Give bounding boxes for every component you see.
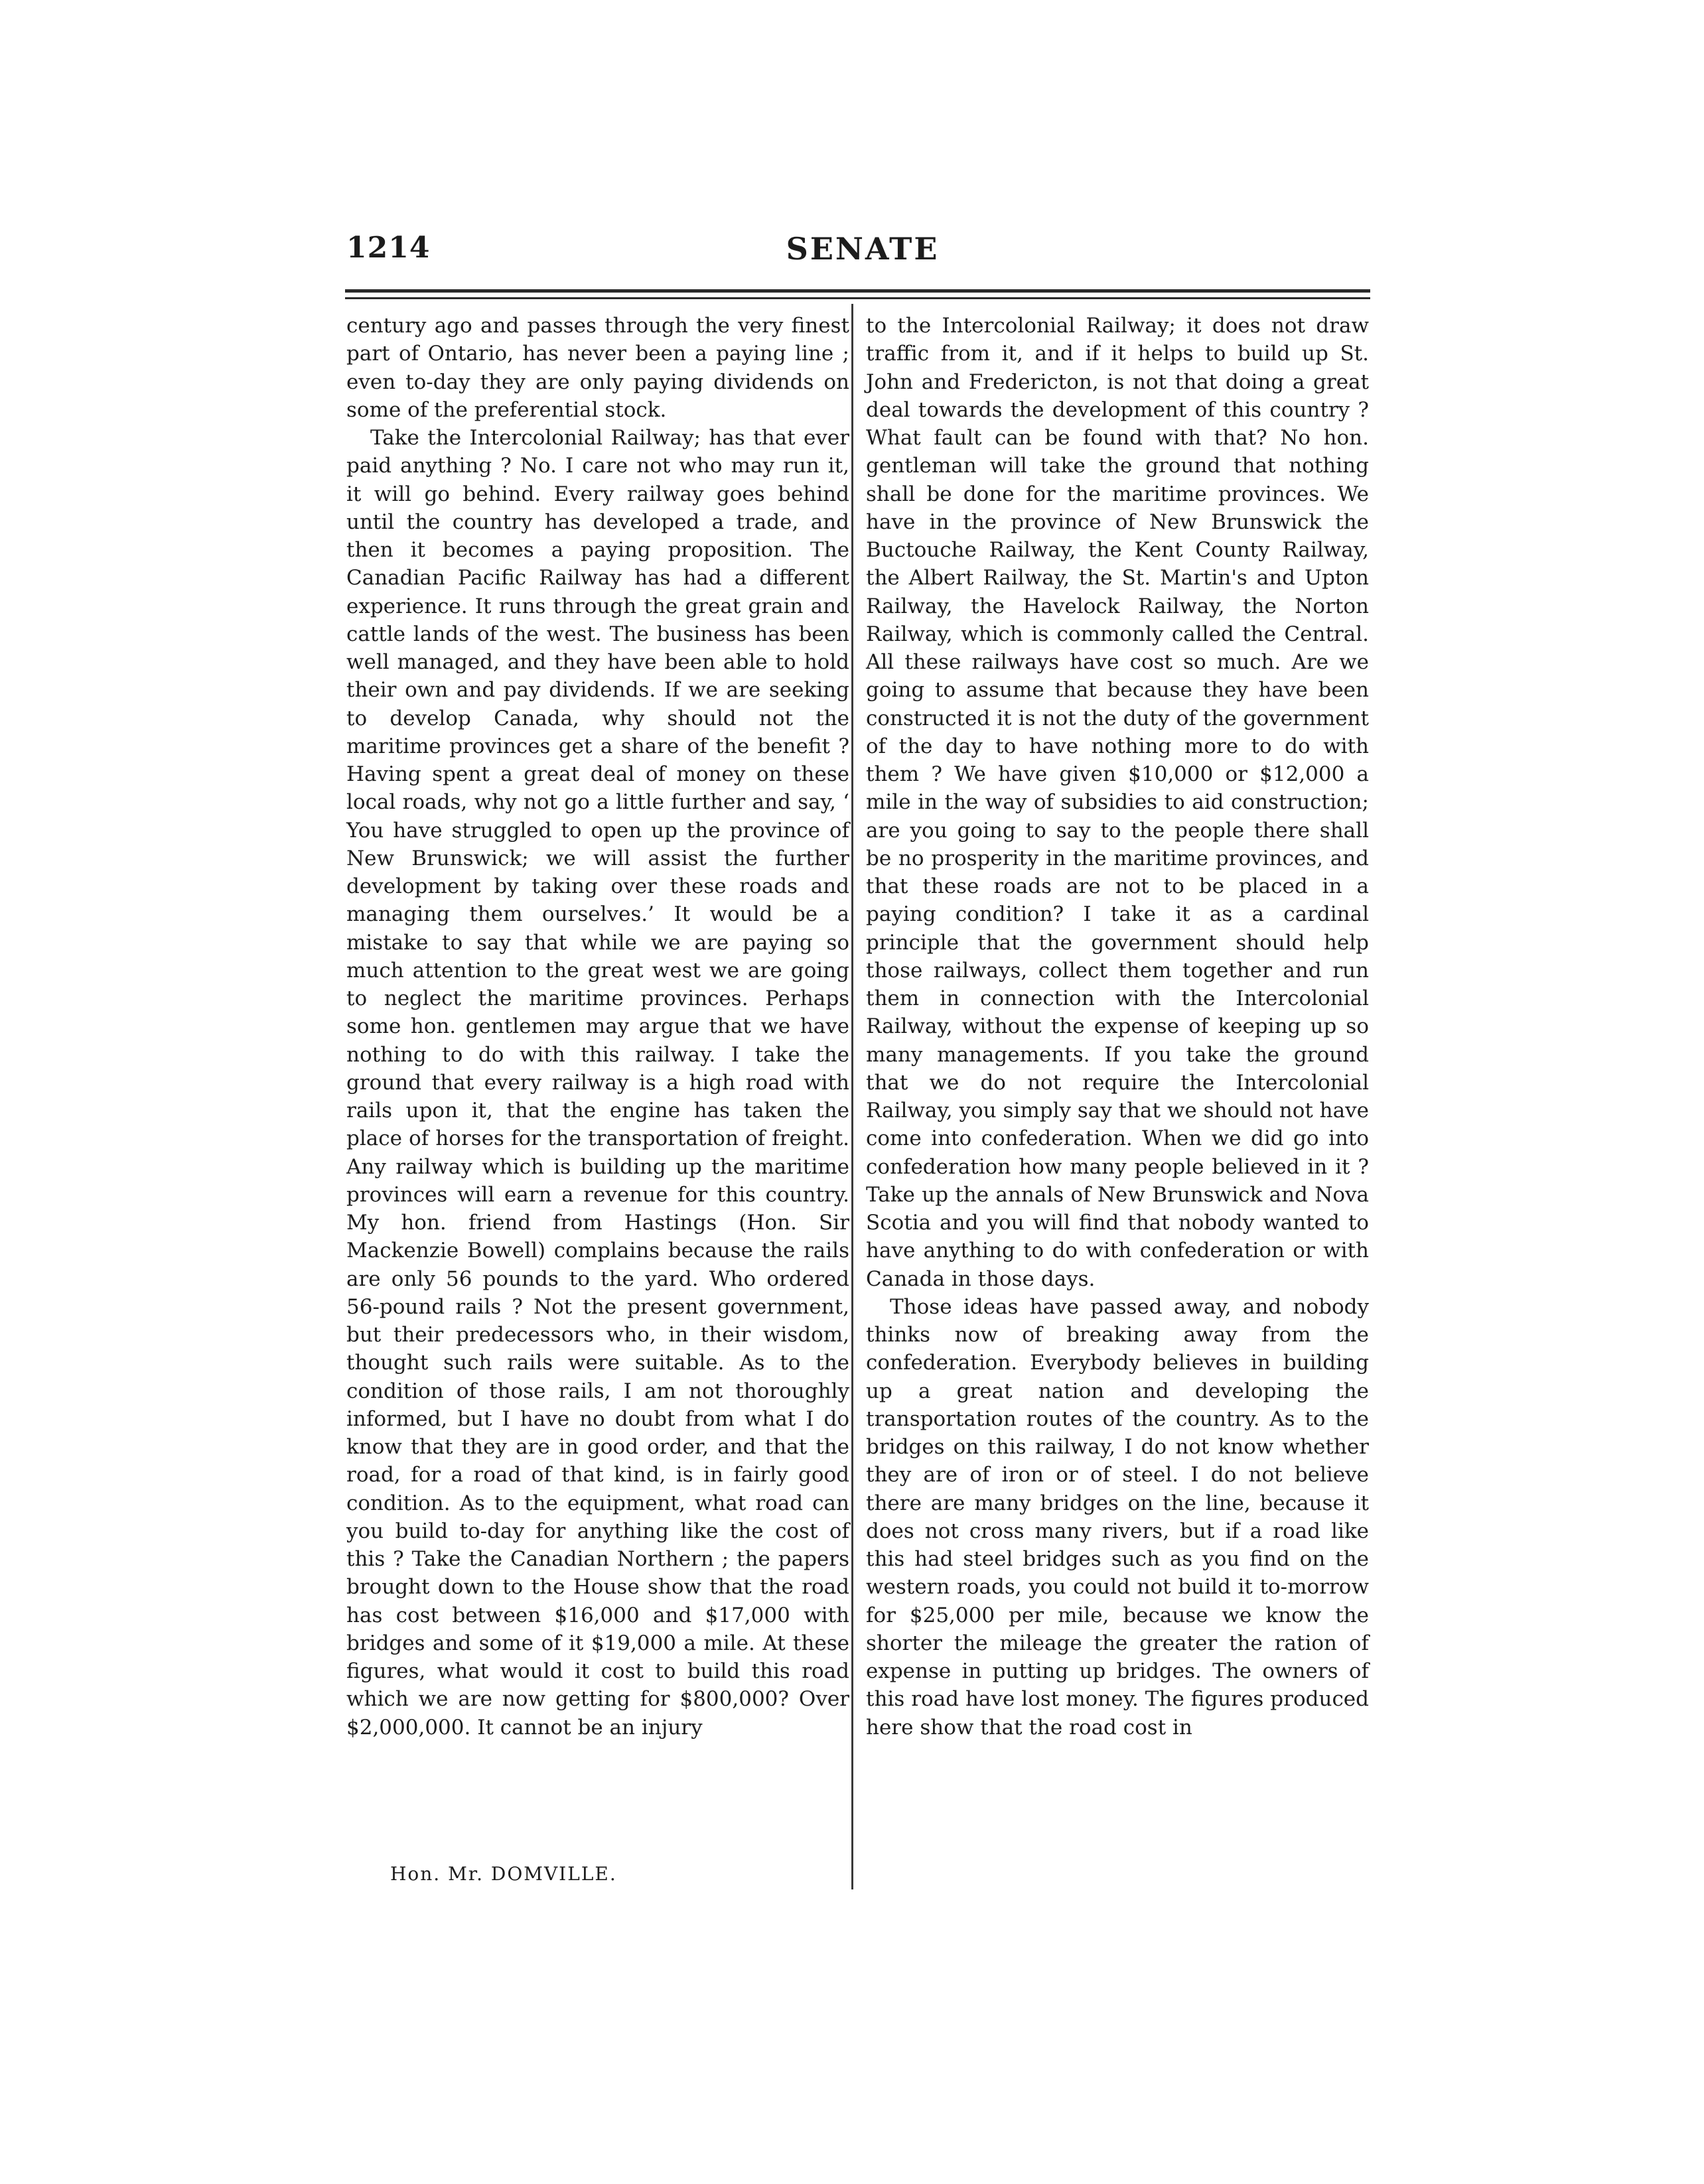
- header-rule-thin: [345, 297, 1370, 299]
- left-paragraph-intercolonial: Take the Intercolonial Railway; has that ever paid anything ? No. I care not who may run it, it will go behind. Every railway goes behind until the country has developed a trade, and then it becomes a paying proposition. The Canadian Pacific Railway has had a different experience. It runs through the great grain and cattle lands of the west. The business has been well managed, and they have been able to hold their own and pay dividends. If we are seeking to develop Canada, why should not the maritime provinces get a share of the benefit ? Having spent a great deal of money on these local roads, why not go a little further and say, ‘ You have struggled to open up the province of New Brunswick; we will assist the further development by taking over these roads and managing them ourselves.’ It would be a mistake to say that while we are paying so much attention to the great west we are going to neglect the maritime provinces. Perhaps some hon. gentlemen may argue that we have nothing to do with this railway. I take the ground that every railway is a high road with rails upon it, that the engine has taken the place of horses for the transportation of freight. Any railway which is building up the maritime provinces will earn a revenue for this country. My hon. friend from Hastings (Hon. Sir Mackenzie Bowell) complains because the rails are only 56 pounds to the yard. Who ordered 56-pound rails ? Not the present government, but their predecessors who, in their wisdom, thought such rails were suitable. As to the condition of those rails, I am not thoroughly informed, but I have no doubt from what I do know that they are in good order, and that the road, for a road of that kind, is in fairly good condition. As to the equipment, what road can you build to-day for anything like the cost of this ? Take the Canadian Northern ; the papers brought down to the House show that the road has cost between $16,000 and $17,000 with bridges and some of it $19,000 a mile. At these figures, what would it cost to build this road which we are now getting for $800,000? Over $2,000,000. It cannot be an injury: [346, 426, 849, 1740]
- header-rule-thick: [345, 289, 1370, 293]
- running-head: SENATE: [786, 231, 940, 267]
- left-column: [346, 312, 849, 1741]
- page-number: 1214: [346, 231, 431, 265]
- column-divider: [851, 304, 853, 1889]
- speaker-footer: Hon. Mr. DOMVILLE.: [390, 1863, 617, 1885]
- right-column: [866, 312, 1369, 1741]
- left-paragraph-continued: century ago and passes through the very finest part of Ontario, has never been a paying line ; even to-day they are only paying dividends on some of the preferential stock.: [346, 314, 849, 422]
- right-paragraph-continued: to the Intercolonial Railway; it does not draw traffic from it, and if it helps to build up St. John and Fredericton, is not that doing a great deal towards the development of this country ? What fault can be found with that? No hon. gentleman will take the ground that nothing shall be done for the maritime provinces. We have in the province of New Brunswick the Buctouche Railway, the Kent County Railway, the Albert Railway, the St. Martin's and Upton Railway, the Havelock Railway, the Norton Railway, which is commonly called the Central. All these railways have cost so much. Are we going to assume that because they have been constructed it is not the duty of the government of the day to have nothing more to do with them ? We have given $10,000 or $12,000 a mile in the way of subsidies to aid construction; are you going to say to the people there shall be no prosperity in the maritime provinces, and that these roads are not to be placed in a paying condition? I take it as a cardinal principle that the government should help those railways, collect them together and run them in connection with the Intercolonial Railway, without the expense of keeping up so many managements. If you take the ground that we do not require the Intercolonial Railway, you simply say that we should not have come into confederation. When we did go into confederation how many people believed in it ? Take up the annals of New Brunswick and Nova Scotia and you will find that nobody wanted to have anything to do with confederation or with Canada in those days.: [866, 314, 1369, 1291]
- right-paragraph-ideas: Those ideas have passed away, and nobody thinks now of breaking away from the confederation. Everybody believes in building up a great nation and developing the transportation routes of the country. As to the bridges on this railway, I do not know whether they are of iron or of steel. I do not believe there are many bridges on the line, because it does not cross many rivers, but if a road like this had steel bridges such as you find on the western roads, you could not build it to-morrow for $25,000 per mile, because we know the shorter the mileage the greater the ration of expense in putting up bridges. The owners of this road have lost money. The figures produced here show that the road cost in: [866, 1294, 1369, 1740]
